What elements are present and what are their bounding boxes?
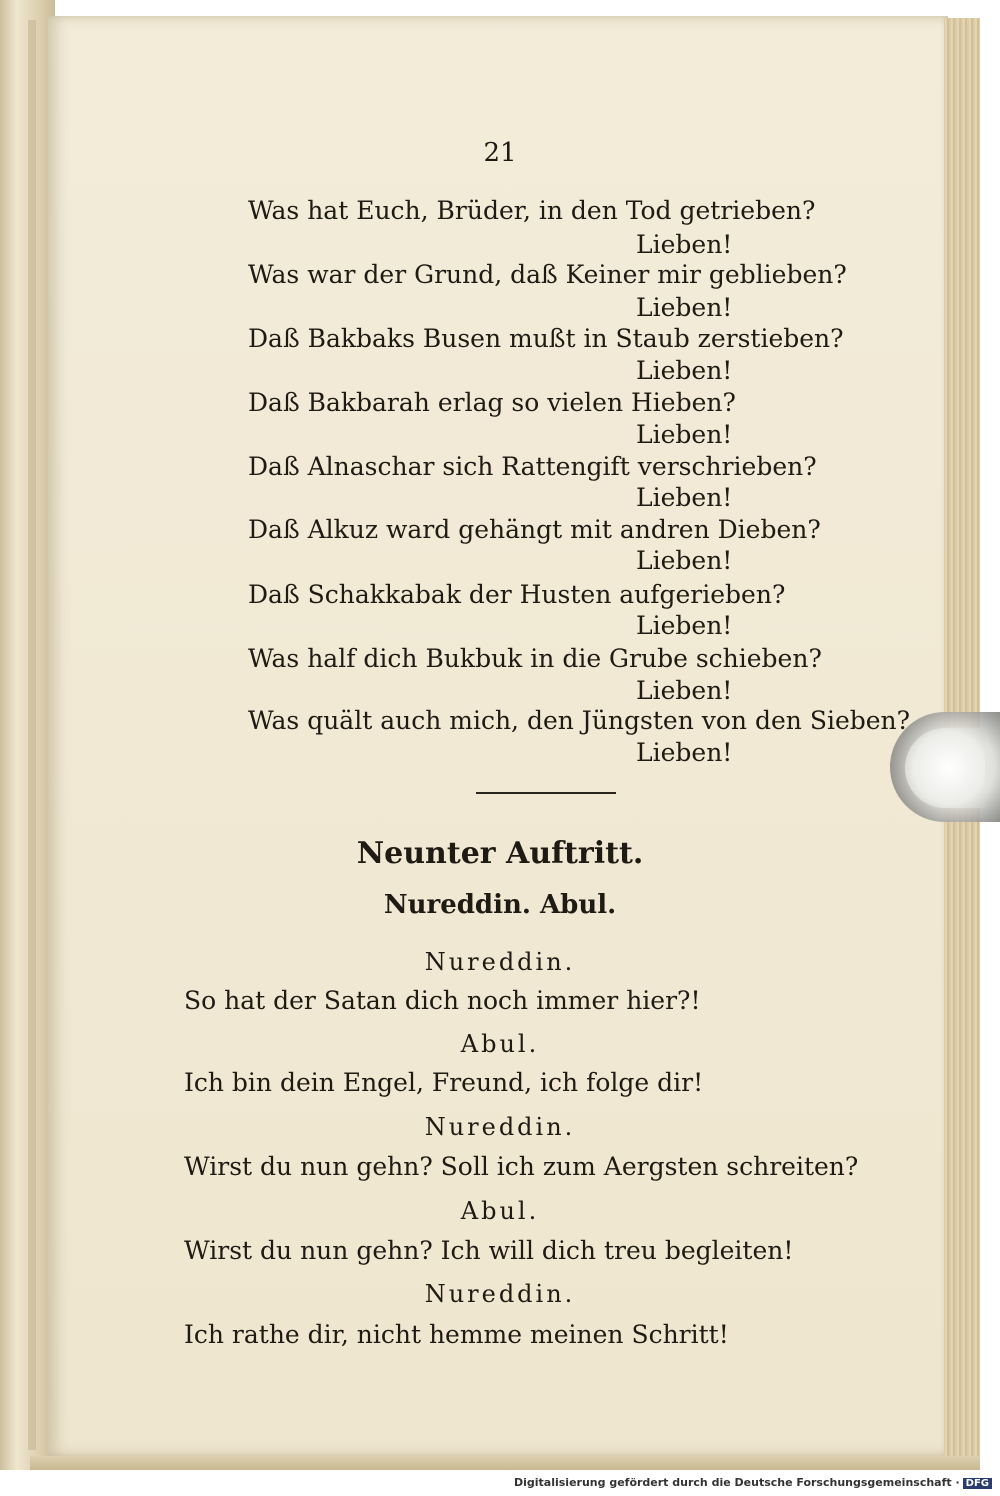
dialogue-line: So hat der Satan dich noch immer hier?! <box>184 986 701 1015</box>
verse-line: Daß Bakbaks Busen mußt in Staub zerstieben? <box>248 324 844 353</box>
speaker-name: Abul. <box>460 1030 540 1058</box>
verse-line: Daß Alnaschar sich Rattengift verschrieben? <box>248 452 817 481</box>
verse-line: Daß Schakkabak der Husten aufgerieben? <box>248 580 786 609</box>
scene-heading: Neunter Auftritt. <box>356 836 644 871</box>
dialogue-line: Wirst du nun gehn? Ich will dich treu begleiten! <box>184 1236 794 1265</box>
dfg-logo: DFG <box>963 1478 992 1489</box>
page-number: 21 <box>483 138 517 168</box>
page-clip-inner <box>905 728 985 808</box>
speaker-name: Nureddin. <box>424 1280 576 1308</box>
verse-line: Was quält auch mich, den Jüngsten von den Sieben? <box>248 706 911 735</box>
credit-text: Digitalisierung gefördert durch die Deutsche Forschungsgemeinschaft · <box>513 1476 960 1489</box>
verse-line: Was hat Euch, Brüder, in den Tod getrieben? <box>248 196 816 225</box>
verse-line: Daß Bakbarah erlag so vielen Hieben? <box>248 388 736 417</box>
scene-persons: Nureddin. Abul. <box>383 890 617 920</box>
section-divider <box>476 792 616 794</box>
page-bottom-edge <box>30 1456 980 1470</box>
verse-refrain: Lieben! <box>636 230 733 259</box>
verse-refrain: Lieben! <box>636 420 733 449</box>
verse-refrain: Lieben! <box>636 483 733 512</box>
dialogue-line: Ich bin dein Engel, Freund, ich folge dir! <box>184 1068 704 1097</box>
verse-refrain: Lieben! <box>636 293 733 322</box>
speaker-name: Abul. <box>460 1197 540 1225</box>
dialogue-line: Wirst du nun gehn? Soll ich zum Aergsten schreiten? <box>184 1152 859 1181</box>
digitization-credit <box>514 1476 992 1489</box>
verse-refrain: Lieben! <box>636 356 733 385</box>
dialogue-line: Ich rathe dir, nicht hemme meinen Schritt! <box>184 1320 729 1349</box>
speaker-name: Nureddin. <box>424 1113 576 1141</box>
verse-refrain: Lieben! <box>636 546 733 575</box>
verse-refrain: Lieben! <box>636 611 733 640</box>
verse-line: Was half dich Bukbuk in die Grube schieben? <box>248 644 822 673</box>
verse-refrain: Lieben! <box>636 738 733 767</box>
spine-fold <box>28 20 36 1450</box>
verse-refrain: Lieben! <box>636 676 733 705</box>
verse-line: Daß Alkuz ward gehängt mit andren Dieben? <box>248 515 821 544</box>
speaker-name: Nureddin. <box>424 948 576 976</box>
verse-line: Was war der Grund, daß Keiner mir geblieben? <box>248 260 847 289</box>
